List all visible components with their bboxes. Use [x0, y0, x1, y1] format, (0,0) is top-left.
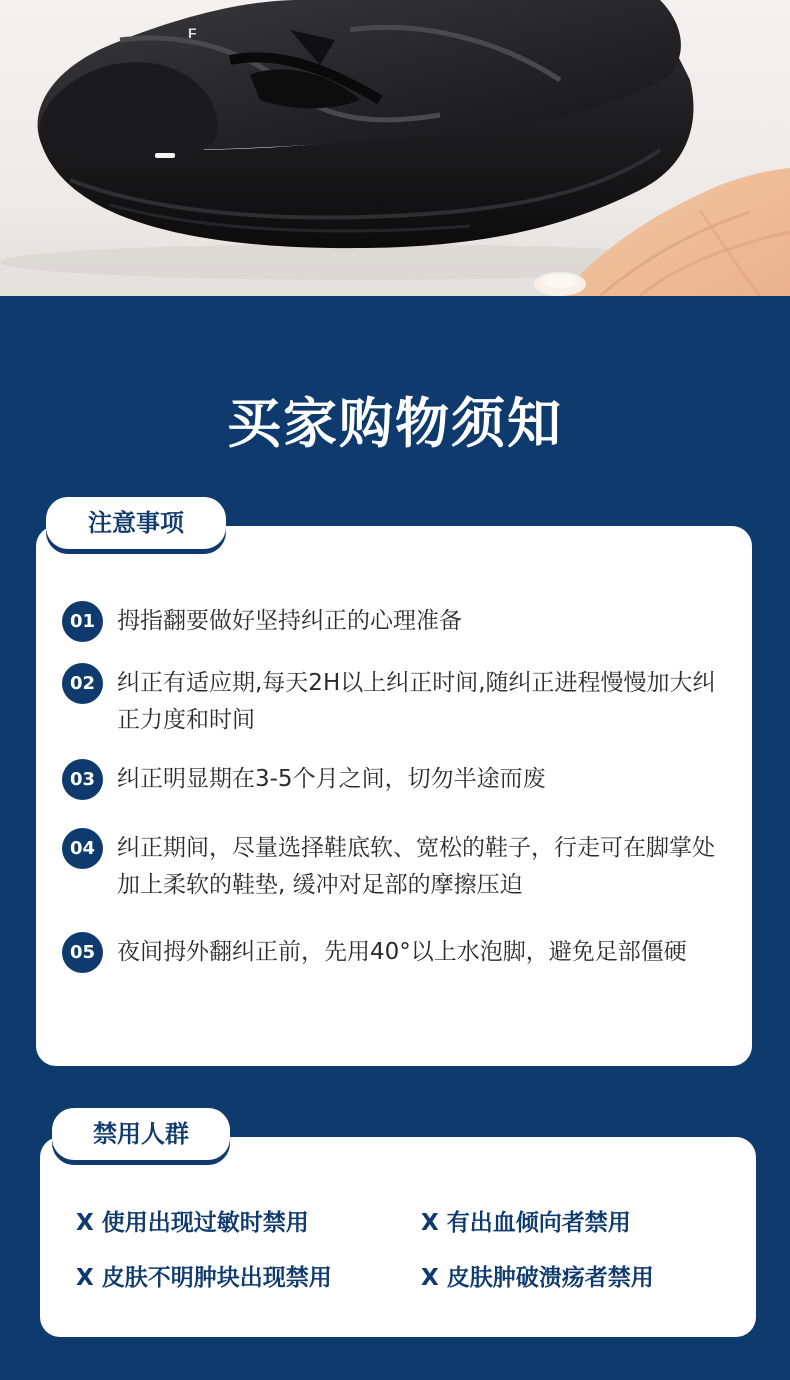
note-number: 03 — [62, 759, 103, 800]
note-number: 02 — [62, 663, 103, 704]
note-text: 夜间拇外翻纠正前，先用40°以上水泡脚，避免足部僵硬 — [117, 939, 687, 965]
shoe-illustration — [0, 0, 790, 296]
product-photo — [0, 0, 790, 296]
banned-item: X 皮肤不明肿块出现禁用 — [76, 1265, 332, 1291]
svg-text:F: F — [188, 25, 197, 41]
notes-tab: 注意事项 — [46, 497, 226, 549]
banned-tab: 禁用人群 — [52, 1108, 230, 1160]
note-text: 拇指翻要做好坚持纠正的心理准备 — [117, 608, 462, 634]
note-number: 05 — [62, 932, 103, 973]
banned-item: X 使用出现过敏时禁用 — [76, 1210, 309, 1236]
banned-item: X 有出血倾向者禁用 — [421, 1210, 631, 1236]
note-text: 纠正期间，尽量选择鞋底软、宽松的鞋子，行走可在脚掌处加上柔软的鞋垫, 缓冲对足部的摩擦压迫 — [117, 835, 715, 898]
note-text: 纠正有适应期,每天2H以上纠正时间,随纠正进程慢慢加大纠正力度和时间 — [117, 670, 716, 733]
page-title: 买家购物须知 — [227, 392, 563, 455]
note-number: 01 — [62, 601, 103, 642]
banned-item: X 皮肤肿破溃疡者禁用 — [421, 1265, 654, 1291]
note-number: 04 — [62, 828, 103, 869]
note-text: 纠正明显期在3-5个月之间，切勿半途而废 — [117, 766, 546, 792]
